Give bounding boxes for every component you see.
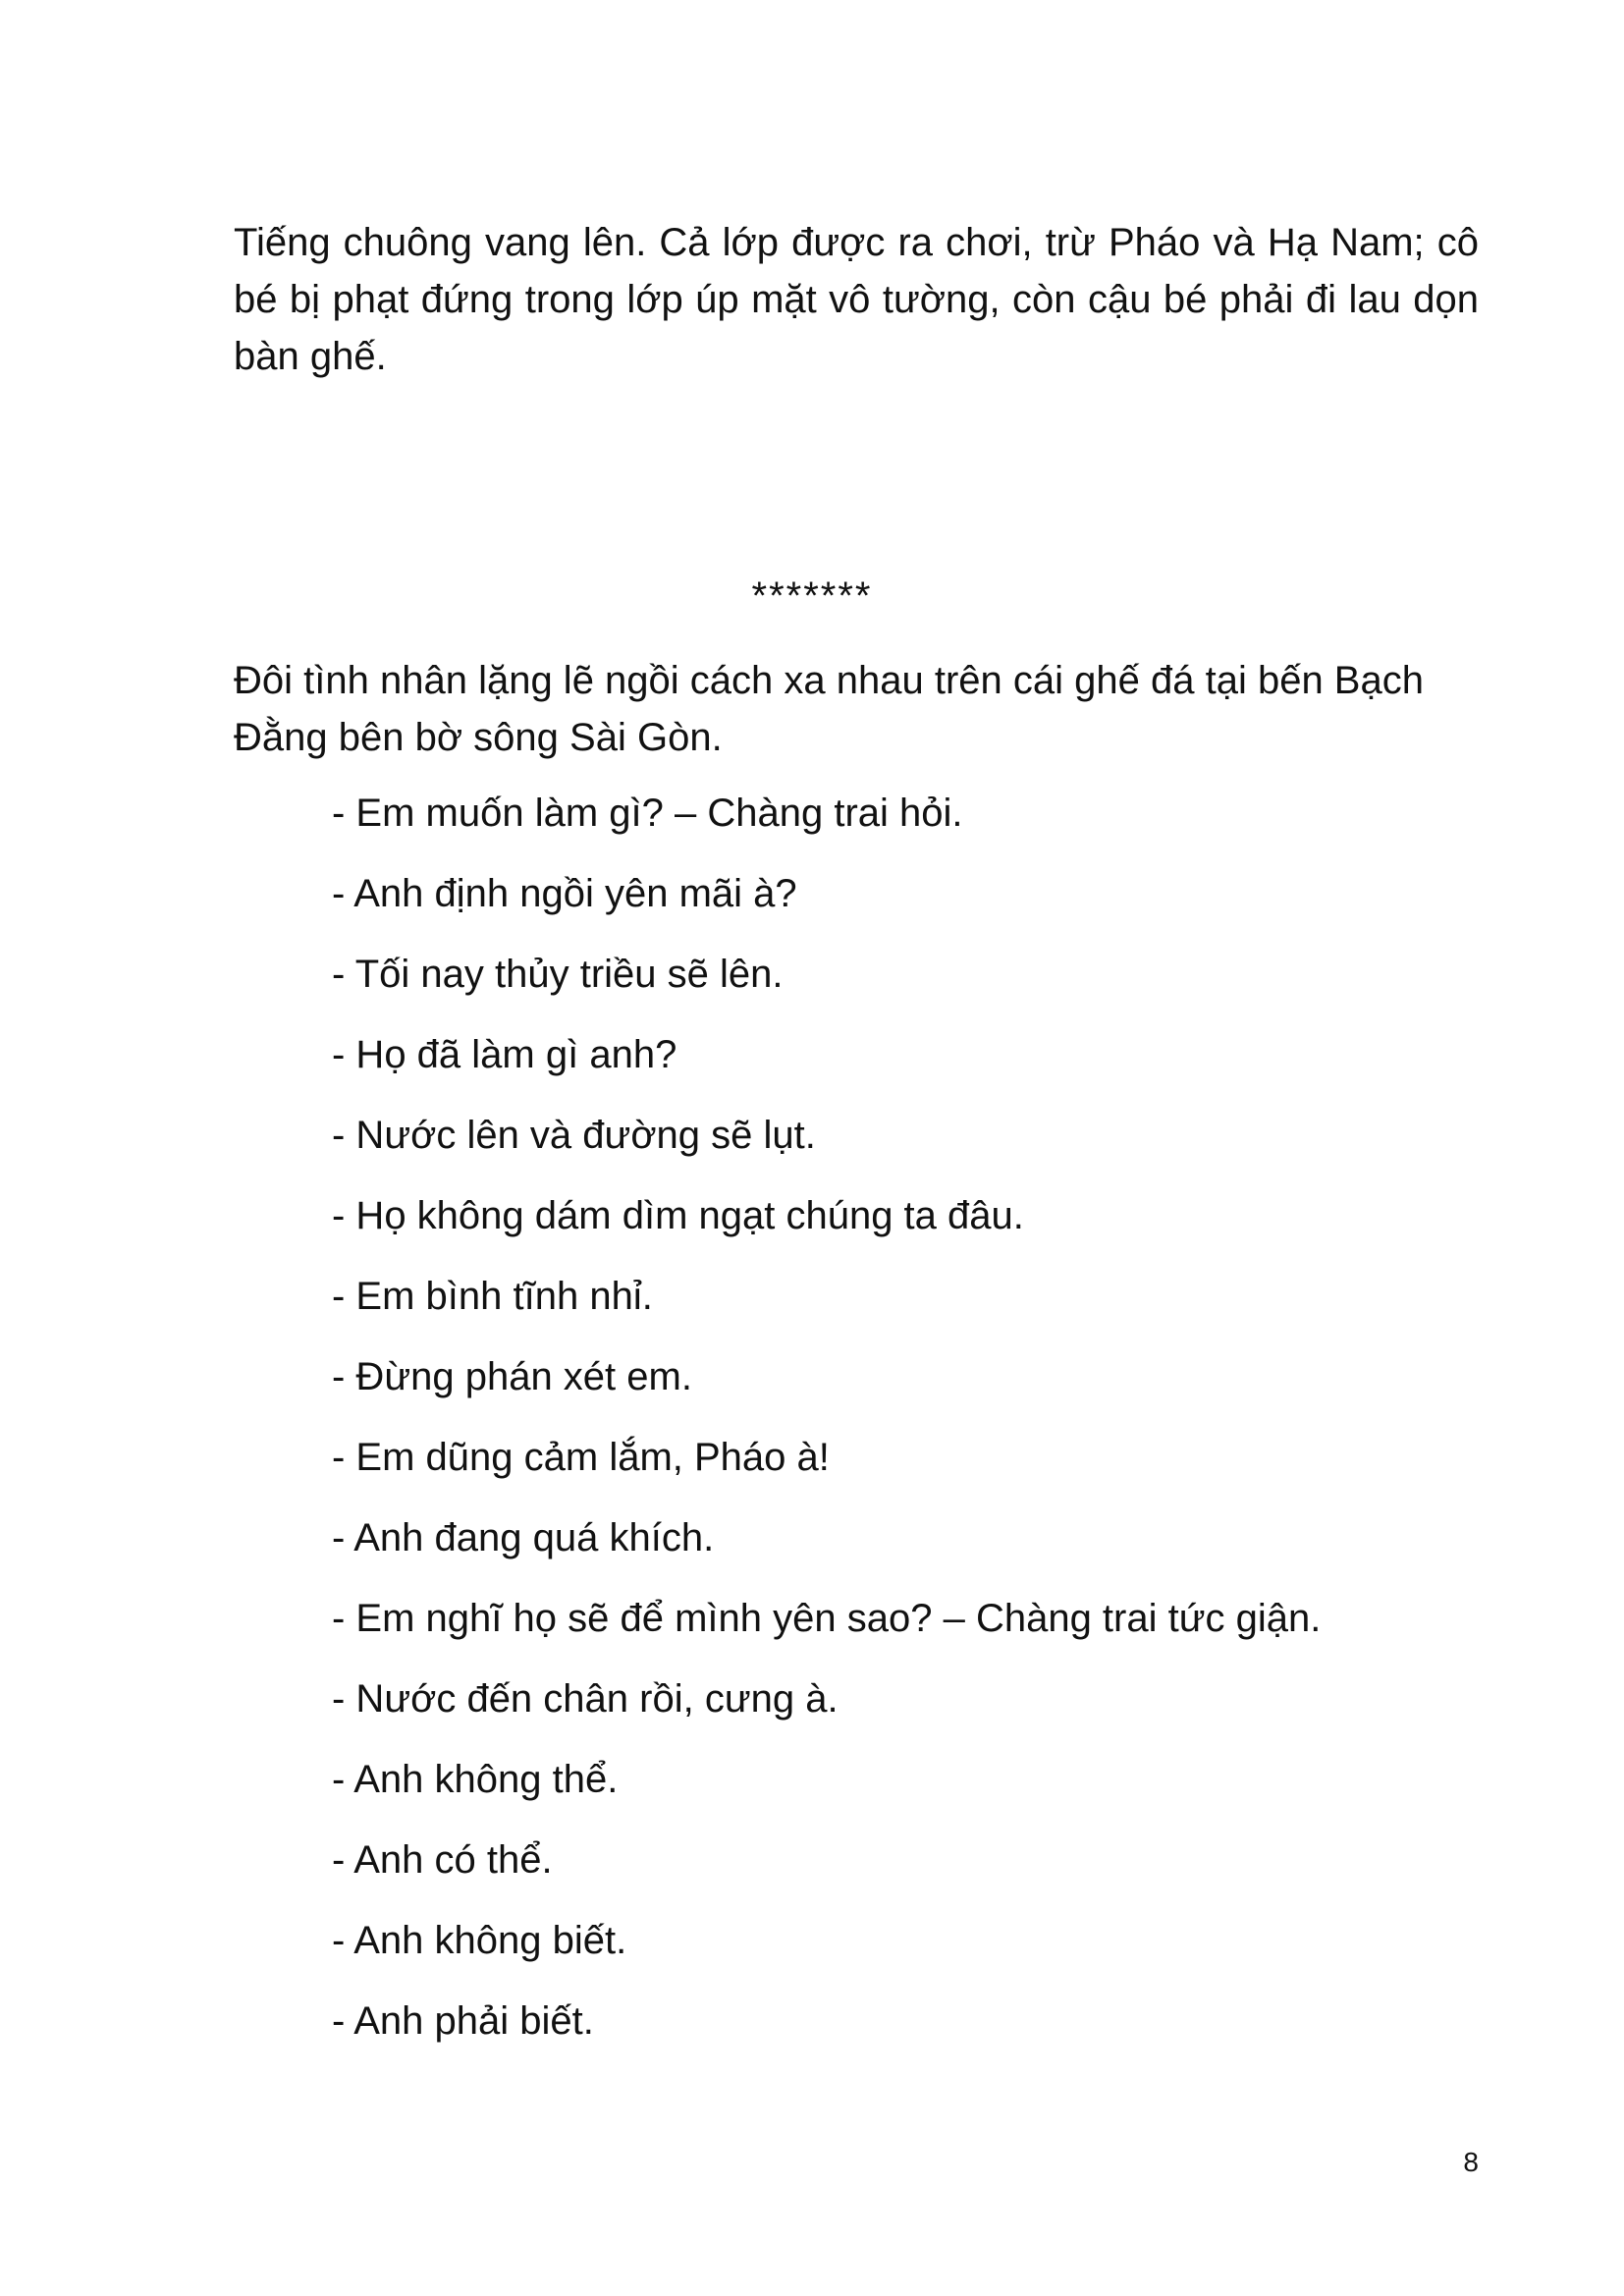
dialogue-line: - Họ đã làm gì anh? — [332, 1033, 677, 1076]
dialogue-line: - Em bình tĩnh nhỉ. — [332, 1275, 653, 1318]
dialogue-line: - Nước đến chân rồi, cưng à. — [332, 1677, 839, 1721]
dialogue-list — [332, 789, 1479, 2077]
page-number: 8 — [1463, 2147, 1479, 2177]
dialogue-line: - Anh có thể. — [332, 1838, 553, 1882]
dialogue-line: - Anh không biết. — [332, 1919, 627, 1962]
dialogue-line: - Anh đang quá khích. — [332, 1516, 715, 1559]
opening-paragraph: Tiếng chuông vang lên. Cả lớp được ra chơi, trừ Pháo và Hạ Nam; cô bé bị phạt đứng trong lớp úp mặt vô tường, còn cậu bé phải đi lau dọn bàn ghế. — [234, 221, 1479, 378]
dialogue-line: - Em dũng cảm lắm, Pháo à! — [332, 1436, 830, 1479]
dialogue-line: - Em muốn làm gì? – Chàng trai hỏi. — [332, 792, 963, 835]
dialogue-line: - Nước lên và đường sẽ lụt. — [332, 1114, 816, 1157]
scene-separator: ******* — [751, 574, 873, 618]
dialogue-line: - Em nghĩ họ sẽ để mình yên sao? – Chàng trai tức giận. — [332, 1597, 1322, 1640]
dialogue-line: - Anh định ngồi yên mãi à? — [332, 872, 797, 915]
dialogue-line: - Đừng phán xét em. — [332, 1355, 692, 1398]
dialogue-line: - Họ không dám dìm ngạt chúng ta đâu. — [332, 1194, 1024, 1237]
dialogue-line: - Tối nay thủy triều sẽ lên. — [332, 953, 784, 996]
scene-intro-paragraph: Đôi tình nhân lặng lẽ ngồi cách xa nhau trên cái ghế đá tại bến Bạch Đằng bên bờ sông Sài Gòn. — [234, 659, 1424, 759]
dialogue-line: - Anh không thể. — [332, 1758, 619, 1801]
dialogue-line: - Anh phải biết. — [332, 1999, 594, 2043]
